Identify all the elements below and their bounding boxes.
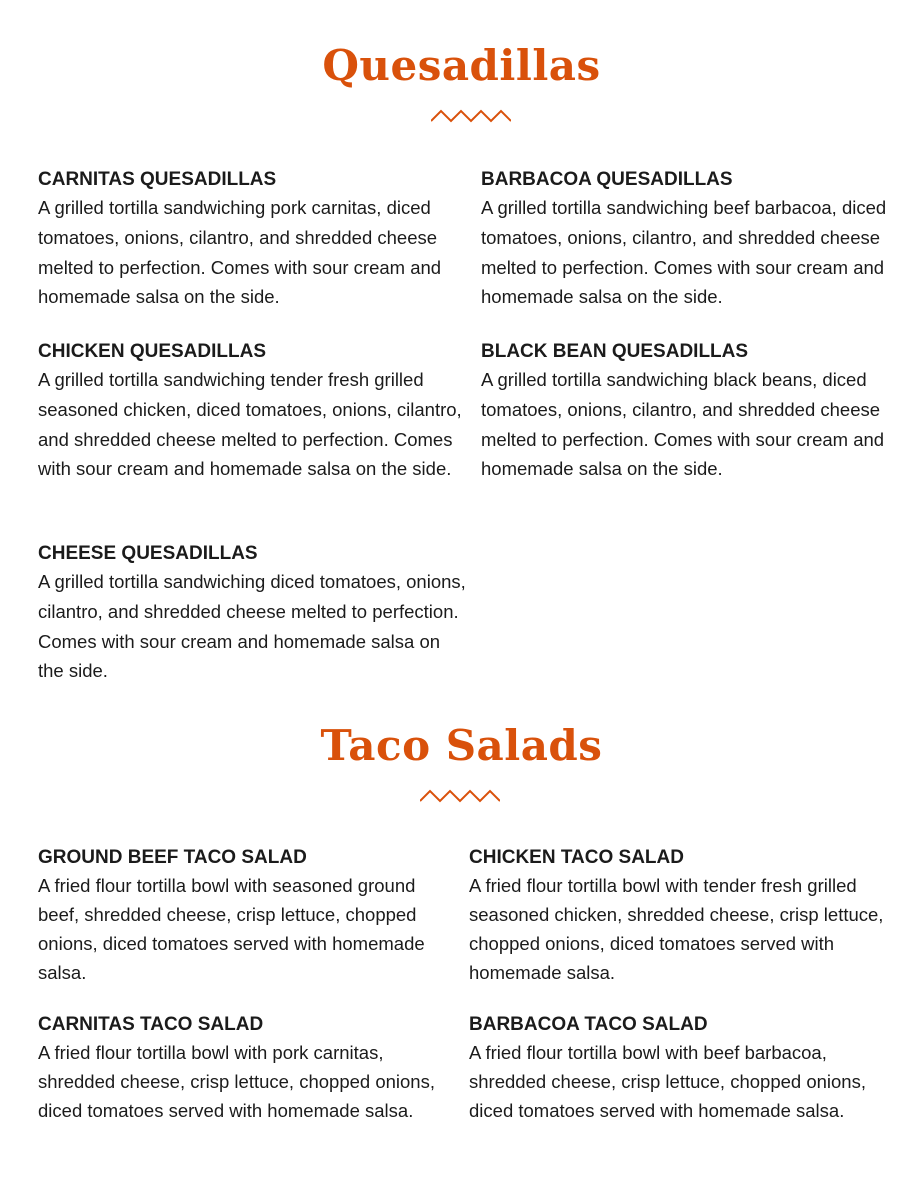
- menu-item-barbacoa-quesadillas: [481, 168, 911, 312]
- item-description: A grilled tortilla sandwiching black beans, diced tomatoes, onions, cilantro, and shredded cheese melted to perfection. Comes with sour cream and homemade salsa on the side.: [481, 369, 885, 480]
- menu-item-carnitas-taco-salad: [38, 1013, 453, 1125]
- item-name: BARBACOA TACO SALAD: [469, 1014, 708, 1035]
- item-description: A fried flour tortilla bowl with tender fresh grilled seasoned chicken, shredded cheese, crisp lettuce, chopped onions, diced tomatoes served with homemade salsa.: [469, 875, 884, 983]
- item-description: A fried flour tortilla bowl with seasoned ground beef, shredded cheese, crisp lettuce, chopped onions, diced tomatoes served with homemade salsa.: [38, 875, 425, 983]
- item-description: A fried flour tortilla bowl with beef barbacoa, shredded cheese, crisp lettuce, chopped onions, diced tomatoes served with homemade salsa.: [469, 1042, 866, 1121]
- item-name: CARNITAS QUESADILLAS: [38, 169, 277, 190]
- menu-item-chicken-taco-salad: [469, 846, 884, 987]
- item-name: CHEESE QUESADILLAS: [38, 543, 258, 564]
- item-name: CARNITAS TACO SALAD: [38, 1014, 264, 1035]
- menu-item-carnitas-quesadillas: [38, 168, 468, 312]
- section-title-taco-salads: Taco Salads: [320, 721, 603, 770]
- menu-item-chicken-quesadillas: [38, 340, 468, 484]
- item-description: A grilled tortilla sandwiching beef barbacoa, diced tomatoes, onions, cilantro, and shredded cheese melted to perfection. Comes with sour cream and homemade salsa on the side.: [481, 197, 887, 308]
- section-title-quesadillas: Quesadillas: [322, 41, 601, 90]
- item-description: A grilled tortilla sandwiching pork carnitas, diced tomatoes, onions, cilantro, and shredded cheese melted to perfection. Comes with sour cream and homemade salsa on the side.: [38, 197, 442, 308]
- zigzag-divider-icon: [431, 109, 511, 123]
- menu-item-black-bean-quesadillas: [481, 340, 911, 484]
- item-name: CHICKEN TACO SALAD: [469, 847, 684, 868]
- item-description: A fried flour tortilla bowl with pork carnitas, shredded cheese, crisp lettuce, chopped onions, diced tomatoes served with homemade salsa.: [38, 1042, 435, 1121]
- item-name: GROUND BEEF TACO SALAD: [38, 847, 307, 868]
- menu-item-ground-beef-taco-salad: [38, 846, 453, 987]
- item-description: A grilled tortilla sandwiching diced tomatoes, onions, cilantro, and shredded cheese melted to perfection. Comes with sour cream and homemade salsa on the side.: [38, 571, 466, 682]
- item-name: BLACK BEAN QUESADILLAS: [481, 341, 749, 362]
- item-name: CHICKEN QUESADILLAS: [38, 341, 267, 362]
- item-name: BARBACOA QUESADILLAS: [481, 169, 733, 190]
- menu-item-cheese-quesadillas: [38, 542, 468, 686]
- zigzag-divider-icon: [420, 789, 500, 803]
- menu-item-barbacoa-taco-salad: [469, 1013, 884, 1125]
- item-description: A grilled tortilla sandwiching tender fresh grilled seasoned chicken, diced tomatoes, onions, cilantro, and shredded cheese melted to perfection. Comes with sour cream and homemade salsa on the side.: [38, 369, 462, 480]
